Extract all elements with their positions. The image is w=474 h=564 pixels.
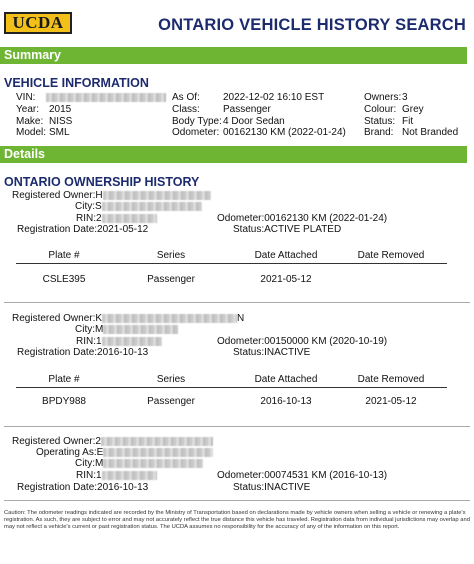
class-value: Passenger (223, 103, 271, 115)
model-label: Model: (16, 127, 47, 139)
col-series: Series (156, 250, 186, 261)
owner-initial: H (95, 190, 103, 201)
registration-date-value: 2016-10-13 (97, 347, 149, 358)
odometer-value: 00162130 KM (2022-01-24) (223, 127, 346, 139)
registration-date-row (17, 224, 148, 236)
registration-date-label: Registration Date: (17, 347, 98, 358)
city-initial: M (95, 458, 104, 469)
redacted-owner (101, 437, 213, 446)
status-row (233, 224, 341, 236)
class-label: Class: (172, 103, 200, 115)
redacted-rin (102, 214, 157, 223)
rin-initial: 1 (96, 470, 102, 481)
year-label: Year: (16, 103, 39, 115)
odometer-row (217, 213, 387, 225)
city-row (75, 324, 178, 336)
rin-label: RIN: (76, 470, 96, 481)
ucda-logo: UCDA (4, 12, 72, 34)
record-divider (4, 500, 470, 501)
make-value: NISS (49, 115, 73, 127)
brand-label: Brand: (364, 127, 394, 139)
rin-initial: 1 (96, 336, 102, 347)
status-value: INACTIVE (264, 482, 311, 493)
vehicle-info-col1 (16, 92, 166, 139)
rin-row (76, 336, 162, 348)
col-date-removed: Date Removed (357, 374, 425, 385)
plates-table-1 (16, 250, 447, 290)
colour-label: Colour: (364, 103, 397, 115)
plate-series: Passenger (147, 274, 195, 285)
rin-row (76, 213, 157, 225)
redacted-rin (102, 337, 162, 346)
col-plate: Plate # (48, 250, 80, 261)
record-divider (4, 302, 470, 303)
col-date-attached: Date Attached (254, 250, 318, 261)
model-value: SML (49, 127, 70, 139)
make-label: Make: (16, 115, 44, 127)
operating-as-row (36, 447, 213, 459)
as-of-label: As Of: (172, 92, 200, 103)
owner-initial: K (95, 313, 103, 324)
rin-row (76, 470, 157, 482)
city-row (75, 458, 203, 470)
vin-label: VIN: (16, 92, 36, 103)
city-label: City: (75, 458, 95, 469)
as-of-value: 2022-12-02 16:10 EST (223, 92, 325, 103)
registration-date-value: 2021-05-12 (97, 224, 149, 235)
body-type-label: Body Type: (172, 115, 222, 127)
odometer-value: 00162130 KM (2022-01-24) (264, 213, 388, 224)
registered-owner-row (12, 190, 211, 202)
details-bar: Details (0, 146, 467, 163)
redacted-city (103, 459, 203, 468)
plate-number: CSLE395 (42, 274, 86, 285)
rin-initial: 2 (96, 213, 102, 224)
plate-number: BPDY988 (42, 396, 86, 407)
brand-value: Not Branded (402, 127, 459, 139)
vin-value (46, 92, 166, 104)
status-value: INACTIVE (264, 347, 311, 358)
redacted-city (102, 202, 202, 211)
registration-date-row (17, 347, 148, 359)
registered-owner-label: Registered Owner: (12, 313, 96, 324)
city-label: City: (75, 201, 95, 212)
record-divider (4, 426, 470, 427)
plates-header (16, 374, 447, 388)
odometer-label: Odometer: (217, 336, 265, 347)
vehicle-info-col3 (364, 92, 458, 139)
ownership-history-title: ONTARIO OWNERSHIP HISTORY (4, 175, 200, 189)
body-type-value: 4 Door Sedan (223, 115, 285, 127)
redacted-vin (46, 93, 166, 102)
redacted-owner (102, 314, 237, 323)
rin-label: RIN: (76, 213, 96, 224)
status-label: Status: (364, 115, 396, 127)
city-label: City: (75, 324, 95, 335)
plate-series: Passenger (147, 396, 195, 407)
status-label: Status: (233, 482, 265, 493)
plate-attached: 2021-05-12 (260, 274, 312, 285)
col-date-attached: Date Attached (254, 374, 318, 385)
operating-initial: E (96, 447, 104, 458)
owner-initial: 2 (95, 436, 101, 447)
colour-value: Grey (402, 103, 424, 115)
summary-bar: Summary (0, 47, 467, 64)
odometer-row (217, 336, 387, 348)
vehicle-info-col2 (172, 92, 346, 139)
odometer-row (217, 470, 387, 482)
col-plate: Plate # (48, 374, 80, 385)
report-header (0, 0, 474, 46)
plates-table-2 (16, 374, 447, 414)
odometer-label: Odometer: (217, 470, 265, 481)
plate-removed: 2021-05-12 (365, 396, 417, 407)
redacted-owner (103, 191, 211, 200)
status-value: ACTIVE PLATED (264, 224, 342, 235)
odometer-label: Odometer: (217, 213, 265, 224)
odometer-value: 00150000 KM (2020-10-19) (264, 336, 388, 347)
col-series: Series (156, 374, 186, 385)
status-label: Status: (233, 224, 265, 235)
year-value: 2015 (49, 103, 72, 115)
odometer-value: 00074531 KM (2016-10-13) (264, 470, 388, 481)
registration-date-row (17, 482, 148, 494)
status-row (233, 347, 310, 359)
plate-attached: 2016-10-13 (260, 396, 312, 407)
city-row (75, 201, 202, 213)
plates-header (16, 250, 447, 264)
owners-label: Owners: (364, 92, 402, 103)
registration-date-value: 2016-10-13 (97, 482, 149, 493)
owners-value: 3 (402, 92, 408, 103)
odometer-label: Odometer: (172, 127, 220, 139)
col-date-removed: Date Removed (357, 250, 425, 261)
registration-date-label: Registration Date: (17, 224, 98, 235)
city-initial: M (95, 324, 104, 335)
redacted-city (103, 325, 178, 334)
registered-owner-row (12, 313, 244, 325)
caution-disclaimer: Caution: The odometer readings indicated are recorded by the Ministry of Transportation based on declarations made by vehicle owners when selling a vehicle or renewing a plate's registration. As such, they are subject to error and may not accurately reflect the true distance this vehicle has traveled. Registration data from individual jurisdictions may overlap and may not reflect a vehicle's current or past registration status. The UCDA assumes no responsibility for the accuracy of any of the information on this report. (4, 510, 470, 530)
status-value: Fit (402, 115, 414, 127)
registered-owner-row (12, 436, 213, 448)
registration-date-label: Registration Date: (17, 482, 98, 493)
redacted-rin (102, 471, 157, 480)
page-title: ONTARIO VEHICLE HISTORY SEARCH (158, 16, 466, 34)
registered-owner-label: Registered Owner: (12, 436, 96, 447)
rin-label: RIN: (76, 336, 96, 347)
city-initial: S (95, 201, 102, 212)
redacted-operating-as (103, 448, 213, 457)
status-row (233, 482, 310, 494)
vehicle-info-title: VEHICLE INFORMATION (4, 76, 149, 90)
registered-owner-label: Registered Owner: (12, 190, 96, 201)
owner-tail: N (237, 313, 245, 324)
status-label: Status: (233, 347, 265, 358)
operating-as-label: Operating As: (36, 447, 97, 458)
